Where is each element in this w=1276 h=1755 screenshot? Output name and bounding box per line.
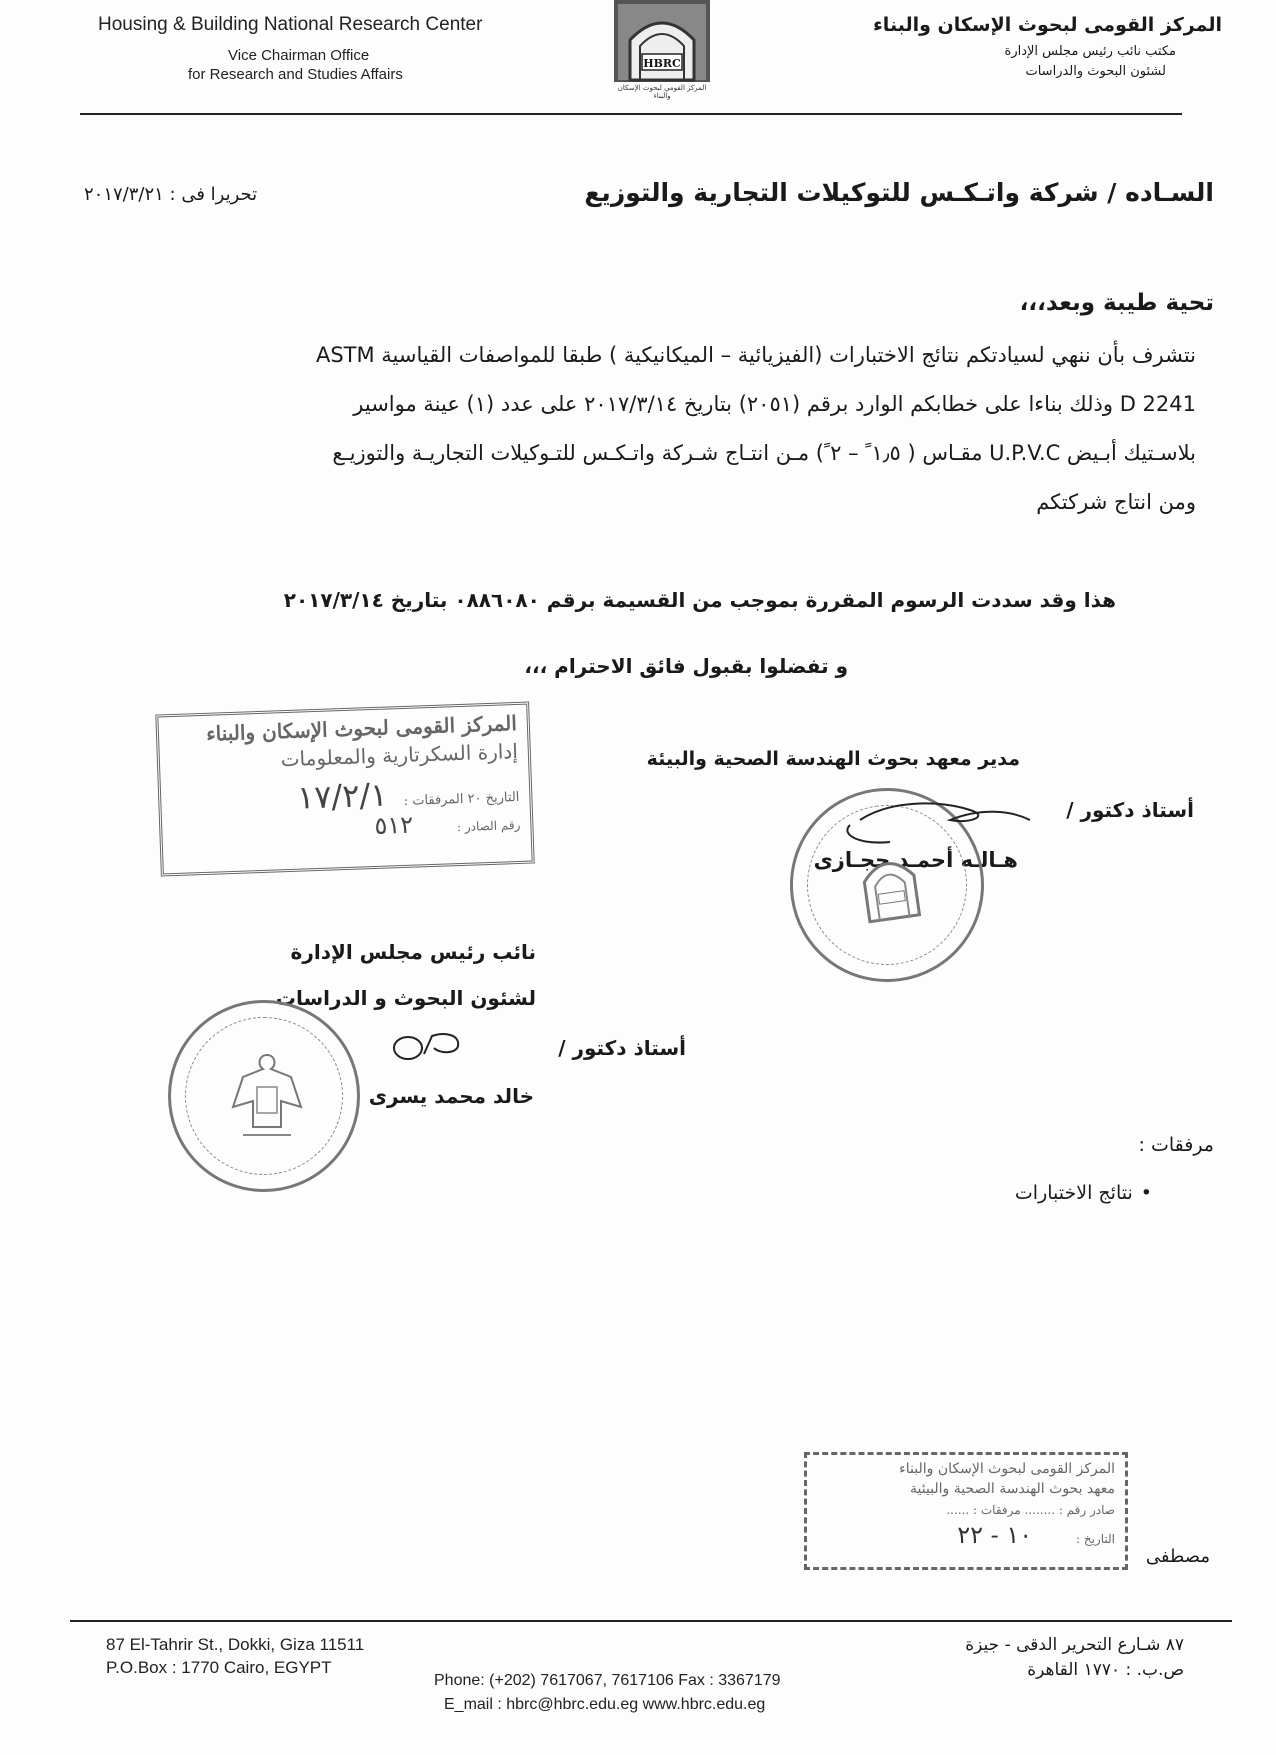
ministry-seal	[168, 1000, 360, 1192]
first-signature	[820, 780, 1040, 870]
attachment-item: • نتائج الاختبارات	[1015, 1182, 1152, 1204]
header-divider	[80, 113, 1182, 115]
stamp2-line1: المركز القومى لبحوث الإسكان والبناء	[899, 1461, 1115, 1477]
addressee: السـاده / شركة واتـكـس للتوكيلات التجارية والتوزيع	[584, 178, 1214, 207]
second-signatory-role-2: لشئون البحوث و الدراسات	[275, 986, 536, 1010]
header-en-sub2: for Research and Studies Affairs	[188, 66, 403, 83]
stamp2-line2: معهد بحوث الهندسة الصحية والبيئية	[909, 1481, 1115, 1497]
header-ar-sub1: مكتب نائب رئيس مجلس الإدارة	[1004, 44, 1176, 59]
header-ar-title: المركز القومى لبحوث الإسكان والبناء	[873, 14, 1222, 36]
letter-date: تحريرا فى : ٢٠١٧/٣/٢١	[84, 184, 258, 205]
closing: و تفضلوا بقبول فائق الاحترام ،،،	[524, 654, 848, 678]
header-ar-sub2: لشئون البحوث والدراسات	[1025, 64, 1166, 79]
secretariat-stamp	[155, 702, 534, 877]
footer-en-address-1: 87 El-Tahrir St., Dokki, Giza 11511	[106, 1635, 365, 1654]
attachments-label: مرفقات :	[1138, 1134, 1214, 1156]
stamp1-handwritten-date: ١٧/٢/١	[296, 775, 388, 817]
body-line-1: نتشرف بأن ننهي لسيادتكم نتائج الاختبارات (الفيزيائية – الميكانيكية ) طبقا للمواصفات القياسية ASTM	[315, 343, 1196, 367]
footer-en-address-2: P.O.Box : 1770 Cairo, EGYPT	[106, 1658, 332, 1677]
stamp2-line4	[817, 1521, 1115, 1549]
header-en-title: Housing & Building National Research Center	[98, 14, 483, 35]
fees-paragraph: هذا وقد سددت الرسوم المقررة بموجب من القسيمة برقم ٠٨٨٦٠٨٠ بتاريخ ٢٠١٧/٣/١٤	[283, 588, 1116, 612]
stamp1-handwritten-no: ٥١٢	[373, 810, 414, 840]
body-line-3: بلاسـتيك أبـيض U.P.V.C مقـاس ( ١٫٥ ً – ٢ ً) مـن انتـاج شـركة واتـكـس للتـوكيلات التجاريـة والتوزيـع	[332, 441, 1196, 465]
logo-caption: المركز القومي لبحوث الإسكان والبناء	[617, 84, 707, 100]
first-signatory-name: هـالـه أحمـد حجـازى	[813, 848, 1018, 872]
first-signatory-role: مدير معهد بحوث الهندسة الصحية والبيئة	[646, 748, 1020, 770]
institute-outgoing-stamp	[804, 1452, 1128, 1570]
stamp1-line3-text: التاريخ ٢٠ المرفقات :	[403, 789, 520, 809]
second-signatory-title: أستاذ دكتور /	[558, 1036, 686, 1060]
footer-ar-address-1: ٨٧ شـارع التحرير الدقى - جيزة	[965, 1635, 1184, 1655]
footer-ar-address-2: ص.ب. : ١٧٧٠ القاهرة	[1027, 1660, 1184, 1680]
stamp2-handwritten: ١٠ - ٢٢	[957, 1521, 1033, 1549]
svg-text:HBRC: HBRC	[643, 57, 681, 70]
second-signatory-role-1: نائب رئيس مجلس الإدارة	[290, 940, 536, 964]
second-signature	[380, 1024, 480, 1068]
stamp2-line4-text: التاريخ :	[1075, 1532, 1115, 1546]
stamp2-line3: صادر رقم : ........ مرفقات : ......	[946, 1503, 1115, 1517]
stamp1-line4-text: رقم الصادر :	[456, 817, 521, 835]
typist-name: مصطفى	[1145, 1546, 1210, 1567]
stamp1-line2: إدارة السكرتارية والمعلومات	[280, 738, 519, 772]
hbrc-logo	[614, 0, 710, 104]
footer-email: E_mail : hbrc@hbrc.edu.eg www.hbrc.edu.eg	[444, 1696, 766, 1713]
footer-divider	[70, 1620, 1232, 1622]
header-en-sub1: Vice Chairman Office	[228, 47, 370, 64]
body-line-2: D 2241 وذلك بناءا على خطابكم الوارد برقم (٢٠٥١) بتاريخ ٢٠١٧/٣/١٤ على عدد (١) عينة مواسير	[353, 392, 1196, 416]
first-signatory-title: أستاذ دكتور /	[1066, 798, 1194, 822]
eagle-emblem-icon	[223, 1047, 311, 1147]
greeting: تحية طيبة وبعد،،،	[1019, 290, 1214, 316]
stamp1-line1: المركز القومى لبحوث الإسكان والبناء	[205, 710, 518, 746]
second-signatory-name: خالد محمد يسرى	[368, 1084, 534, 1108]
footer-phone: Phone: (+202) 7617067, 7617106 Fax : 3367179	[434, 1672, 781, 1689]
body-line-4: ومن انتاج شركتكم	[1036, 490, 1196, 514]
